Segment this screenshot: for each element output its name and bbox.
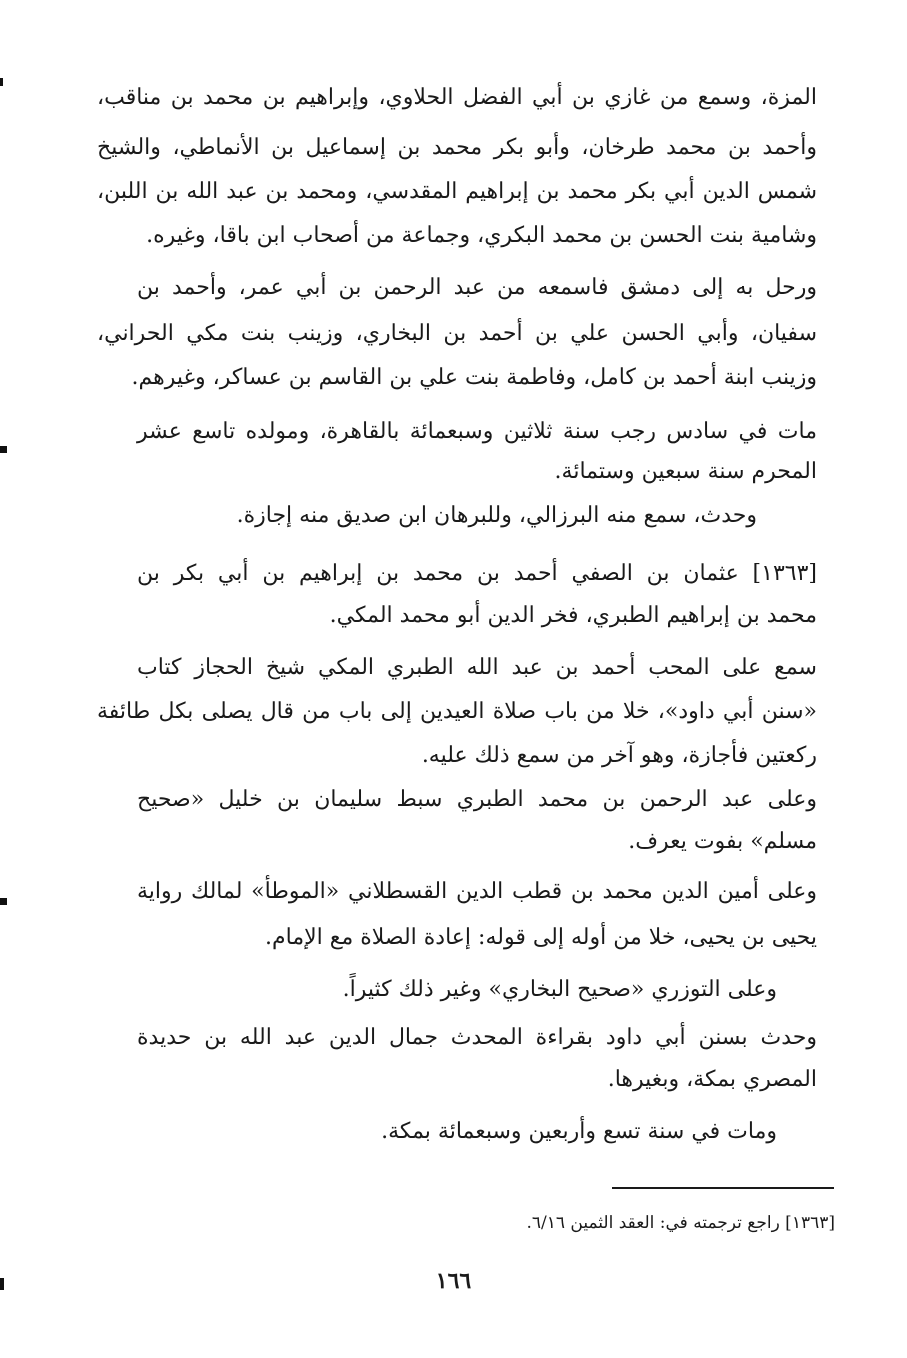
text-line: «سنن أبي داود»، خلا من باب صلاة العيدين إلى باب من قال يصلى بكل طائفة	[97, 699, 817, 724]
text-line: وعلى التوزري «صحيح البخاري» وغير ذلك كثيراً.	[342, 977, 777, 1002]
text-line: ورحل به إلى دمشق فاسمعه من عبد الرحمن بن أبي عمر، وأحمد بن	[137, 275, 817, 300]
text-line: وأحمد بن محمد طرخان، وأبو بكر محمد بن إسماعيل بن الأنماطي، والشيخ	[97, 135, 817, 160]
footnote-divider	[612, 1187, 834, 1189]
entry-heading: محمد بن إبراهيم الطبري، فخر الدين أبو محمد المكي.	[329, 603, 817, 628]
text-line: مات في سادس رجب سنة ثلاثين وسبعمائة بالقاهرة، ومولده تاسع عشر	[137, 419, 817, 444]
text-line: ركعتين فأجازة، وهو آخر من سمع ذلك عليه.	[421, 743, 817, 768]
scan-edge-mark	[0, 898, 7, 905]
text-line: سمع على المحب أحمد بن عبد الله الطبري المكي شيخ الحجاز كتاب	[137, 655, 817, 680]
text-line: المحرم سنة سبعين وستمائة.	[554, 459, 817, 484]
footnote: [١٣٦٣] راجع ترجمته في: العقد الثمين ٦/١٦.	[526, 1213, 835, 1233]
scan-edge-mark	[0, 78, 3, 86]
text-line: وزينب ابنة أحمد بن كامل، وفاطمة بنت علي بن القاسم بن عساكر، وغيرهم.	[131, 365, 817, 390]
text-line: شمس الدين أبي بكر محمد بن إبراهيم المقدسي، ومحمد بن عبد الله بن اللبن،	[97, 179, 817, 204]
text-line: وعلى عبد الرحمن بن محمد الطبري سبط سليمان بن خليل «صحيح	[137, 787, 817, 812]
text-line: المزة، وسمع من غازي بن أبي الفضل الحلاوي، وإبراهيم بن محمد بن مناقب،	[97, 85, 817, 110]
text-line: ومات في سنة تسع وأربعين وسبعمائة بمكة.	[381, 1119, 777, 1144]
text-line: المصري بمكة، وبغيرها.	[607, 1067, 817, 1092]
entry-heading: [١٣٦٣] عثمان بن الصفي أحمد بن محمد بن إبراهيم بن أبي بكر بن	[137, 561, 817, 586]
text-line: مسلم» بفوت يعرف.	[628, 829, 817, 854]
text-line: وشامية بنت الحسن بن محمد البكري، وجماعة من أصحاب ابن باقا، وغيره.	[146, 223, 817, 248]
text-line: وعلى أمين الدين محمد بن قطب الدين القسطلاني «الموطأ» لمالك رواية	[137, 879, 817, 904]
text-line: وحدث بسنن أبي داود بقراءة المحدث جمال الدين عبد الله بن حديدة	[137, 1025, 817, 1050]
text-line: وحدث، سمع منه البرزالي، وللبرهان ابن صديق منه إجازة.	[236, 503, 757, 528]
scan-edge-mark	[0, 1278, 4, 1290]
scan-edge-mark	[0, 446, 7, 453]
text-line: يحيى بن يحيى، خلا من أوله إلى قوله: إعادة الصلاة مع الإمام.	[265, 925, 817, 950]
text-line: سفيان، وأبي الحسن علي بن أحمد بن البخاري، وزينب بنت مكي الحراني،	[97, 321, 817, 346]
page-number: ١٦٦	[435, 1268, 472, 1294]
